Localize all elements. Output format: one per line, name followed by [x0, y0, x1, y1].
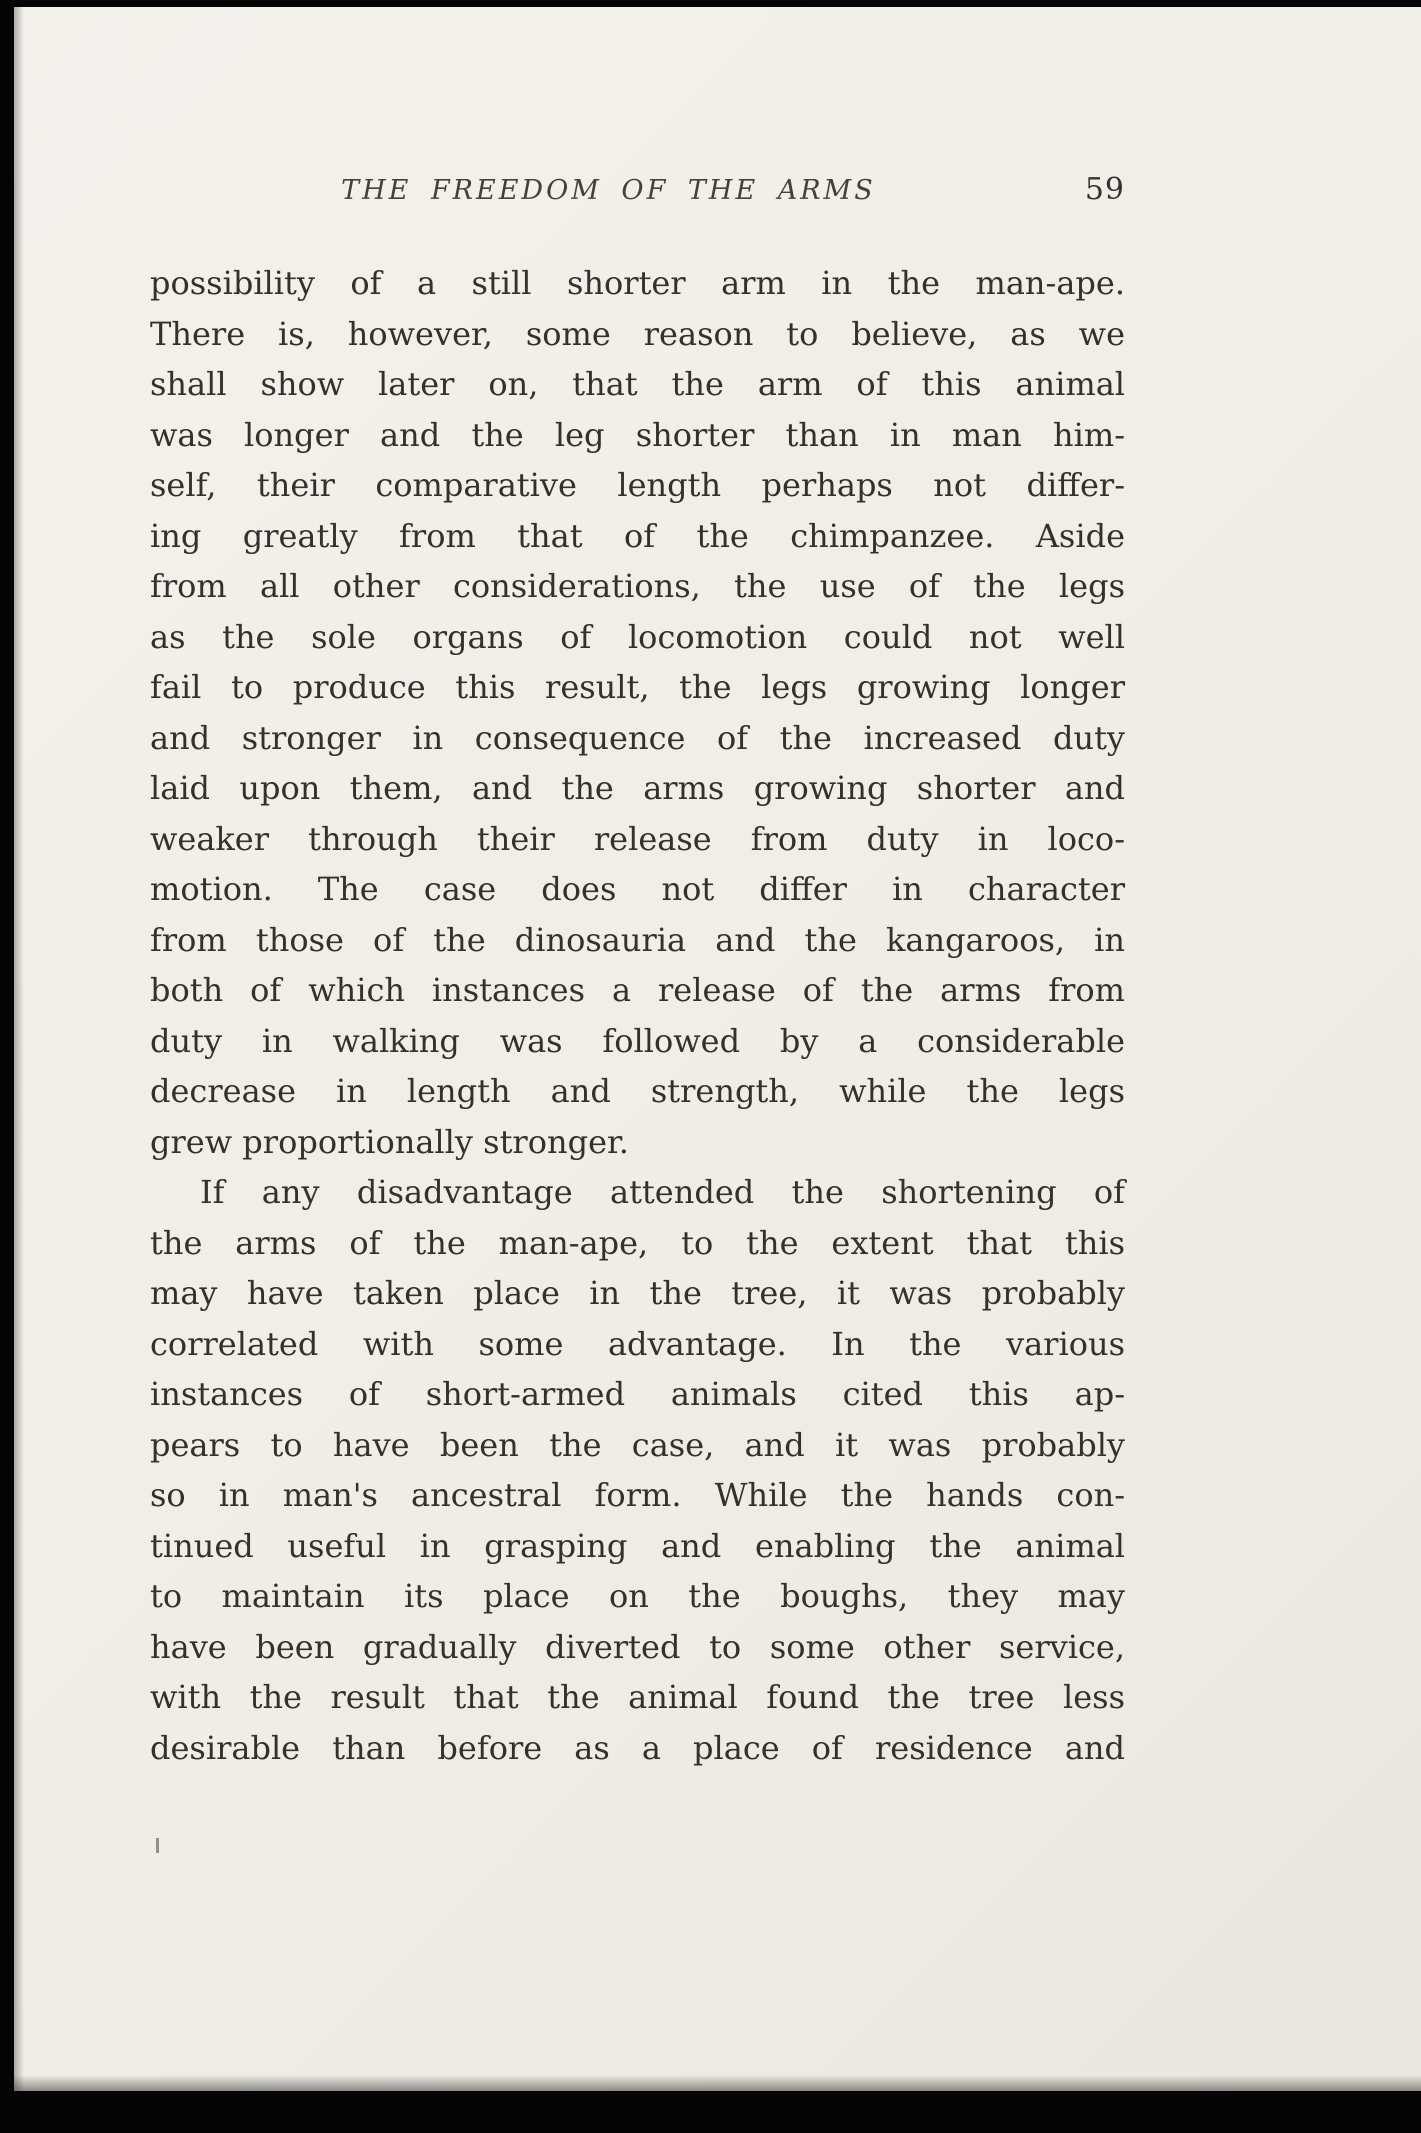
text-line: grew proportionally stronger. [150, 1122, 629, 1161]
text-line: pears to have been the case, and it was probably [150, 1425, 1125, 1464]
text-line: instances of short-armed animals cited this ap- [150, 1375, 1125, 1413]
scan-edge-bottom-shadow [0, 2075, 1421, 2091]
text-line: motion. The case does not differ in character [150, 870, 1125, 908]
text-line: correlated with some advantage. In the various [150, 1324, 1125, 1363]
text-line: desirable than before as a place of residence and [150, 1728, 1125, 1767]
text-line: both of which instances a release of the arms from [150, 971, 1125, 1009]
text-line: If any disadvantage attended the shortening of [200, 1173, 1125, 1211]
text-line: to maintain its place on the boughs, they may [150, 1577, 1125, 1615]
text-line: ing greatly from that of the chimpanzee. Aside [150, 516, 1125, 555]
text-line: with the result that the animal found the tree less [150, 1678, 1125, 1716]
text-line: possibility of a still shorter arm in the man-ape. [150, 264, 1125, 302]
text-line: shall show later on, that the arm of this animal [150, 365, 1125, 403]
scan-edge-top [0, 0, 1421, 7]
text-line: duty in walking was followed by a considerable [150, 1021, 1125, 1060]
text-line: have been gradually diverted to some other service, [150, 1627, 1125, 1666]
text-line: from all other considerations, the use of the legs [150, 567, 1125, 605]
body-text [150, 258, 1125, 1773]
text-line: weaker through their release from duty in loco- [150, 819, 1125, 858]
running-title: THE FREEDOM OF THE ARMS [341, 175, 876, 206]
page-header [150, 172, 1125, 207]
text-line: may have taken place in the tree, it was probably [150, 1274, 1125, 1312]
scan-edge-left [0, 0, 14, 2133]
text-line: laid upon them, and the arms growing shorter and [150, 769, 1125, 807]
text-line: decrease in length and strength, while the legs [150, 1072, 1125, 1110]
text-line: so in man's ancestral form. While the hands con- [150, 1476, 1125, 1514]
page-number: 59 [1084, 172, 1125, 207]
text-line: as the sole organs of locomotion could not well [150, 617, 1125, 656]
text-line: from those of the dinosauria and the kangaroos, in [150, 920, 1125, 959]
text-line: was longer and the leg shorter than in man him- [150, 415, 1125, 454]
scan-edge-bottom [0, 2091, 1421, 2133]
scan-artifact-mark [156, 1838, 159, 1853]
text-line: and stronger in consequence of the increased duty [150, 718, 1125, 757]
text-line: There is, however, some reason to believe, as we [150, 314, 1125, 353]
text-line: self, their comparative length perhaps not differ- [150, 466, 1125, 504]
text-line: tinued useful in grasping and enabling the animal [150, 1526, 1125, 1565]
text-line: fail to produce this result, the legs growing longer [150, 668, 1125, 706]
text-line: the arms of the man-ape, to the extent that this [150, 1223, 1125, 1262]
scan-edge-left-shadow [14, 0, 24, 2133]
